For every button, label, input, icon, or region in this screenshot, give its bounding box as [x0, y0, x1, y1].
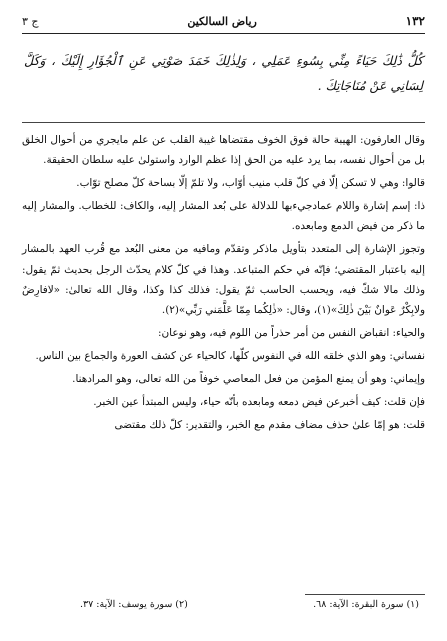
header-rule	[22, 33, 425, 34]
paragraph: قلت: هو إمّا علىٰ حذف مضاف مقدم مع الخبر، والتقدير: كلّ ذلك مقتضى	[114, 419, 425, 432]
book-title: رياض السالكين	[187, 14, 257, 28]
supplication-verse: كُلُّ ذَٰلِكَ حَيَاءً مِنِّي بِسُوءِ عَمَلِي ، وَلِذٰلِكَ خَمَدَ صَوْتِي عَنِ ٱلْجُؤَارِ إِلَيْكَ ، وَكَلَّ لِسَانِي عَنْ مُنَاجَاتِكَ .	[24, 53, 423, 93]
paragraph: وقال العارفون: الهيبة حالة فوق الخوف مقتضاها غيبة القلب عن علم مايجري من أحوال الخلق بل من أحوال نفسه، بما يرد عليه من الحق إذا عظم الوارد واستولىٰ عليه سلطان الحقيقة.	[22, 134, 425, 167]
paragraph: فإن قلت: كيف أخبرعن فيض دمعه ومابعده بأنّه حياء، وليس المبتدأ عين الخبر.	[93, 396, 425, 409]
paragraph: وتجوز الإشارة إلى المتعدد بتأويل ماذكر وتقدّم ومافيه من معنى البُعد مع قُرب العهد بالمشار إليه باعتبار المقتضي؛ فإنّه في حكم المتباعد. وهذا في كلّ كلام يحدّث الرجل بحديث ثمّ يقول: وذلك مالا شكّ فيه، ويحسب الحاسب ثمّ يقول: فذلك كذا وكذا، وقال الله تعالىٰ: «لافارِضٌ ولابِكْرٌ عَوانٌ بَيْنَ ذٰلِكَ»(١)، وقال: «ذٰلِكُما مِمّا عَلَّمَني رَبِّي»(٢).	[22, 243, 425, 317]
volume-label: ج ٣	[22, 14, 39, 28]
verse-divider	[22, 122, 425, 123]
commentary-body	[22, 130, 425, 438]
paragraph: وإيماني: وهو أن يمنع المؤمن من فعل المعاصي خوفاً من الله تعالى، وهو المرادهنا.	[72, 373, 425, 386]
paragraph: قالوا: وهي لا تسكن إلّا في كلّ قلب منيب أوّاب، ولا تلمّ إلّا بساحة كلّ مصلح توّاب.	[76, 177, 425, 190]
footnote-rule	[305, 594, 425, 595]
paragraph: والحياء: انقباض النفس من أمر حذراً من اللوم فيه، وهو نوعان:	[158, 327, 425, 340]
running-header	[22, 10, 425, 32]
paragraph: ذا: إسم إشارة واللام عمادجيءبها للدلالة على بُعد المشار إليه، والكاف: للخطاب. والمشار إليه ما ذكر من فيض الدمع ومابعده.	[22, 200, 425, 233]
paragraph: نفساني: وهو الذي خلقه الله في النفوس كلّها، كالحياء عن كشف العورة والجماع بين الناس.	[35, 350, 425, 363]
footnote: (١) سورة البقرة: الآية: ٦٨.	[313, 599, 419, 610]
footnote: (٢) سورة يوسف: الآية: ٣٧.	[80, 599, 188, 610]
page-number: ١٣٢	[405, 14, 425, 28]
footnotes	[80, 599, 419, 610]
